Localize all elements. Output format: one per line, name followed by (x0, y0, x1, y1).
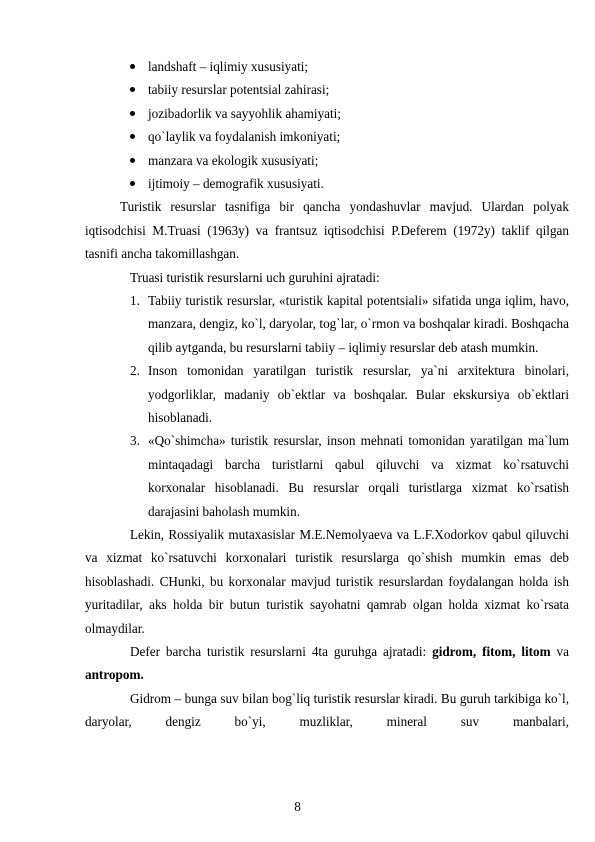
list-item (85, 149, 569, 172)
paragraph-lekin: Lekin, Rossiyalik mutaxasislar M.E.Nemolyaeva va L.F.Xodorkov qabul qiluvchi va xizmat ko`rsatuvchi korxonalari turistik resurslarga qo`shish mumkin emas deb hisoblashadi. CHunki, bu korxonalar mavjud turistik resurslardan foydalangan holda ish yuritadilar, aks holda bir butun turistik sayohatni qamrab olgan holda xizmat ko`rsata olmaydilar. (85, 527, 569, 636)
list-item (85, 172, 569, 195)
document-page (85, 55, 569, 734)
list-item-text: landshaft – iqlimiy xususiyati; (148, 59, 309, 74)
item-number: 3. (130, 433, 140, 449)
truasi-groups-list (85, 289, 569, 523)
bullet-icon (130, 158, 135, 163)
page-number: 8 (294, 799, 301, 814)
numbered-item (85, 289, 569, 359)
defer-bold-antropom: antropom. (85, 667, 144, 683)
characteristics-list (85, 55, 569, 195)
paragraph-truasi: Truasi turistik resurslarni uch guruhini ajratadi: (130, 269, 380, 285)
bullet-icon (130, 134, 135, 139)
item-text: «Qo`shimcha» turistik resurslar, inson mehnati tomonidan yaratilgan ma`lum mintaqadagi barcha turistlarni qabul qiluvchi va xizmat ko`rsatuvchi korxonalar hisoblanadi. Bu resurslar orqali turistlarga xizmat ko`rsatish darajasini baholash mumkin. (148, 433, 569, 519)
defer-bold-groups: gidrom, fitom, litom (432, 644, 551, 660)
bullet-icon (130, 87, 135, 92)
item-number: 1. (130, 292, 140, 308)
paragraph-defer (85, 640, 569, 687)
list-item (85, 78, 569, 101)
paragraph-gidrom: Gidrom – bunga suv bilan bog`liq turistik resurslar kiradi. Bu guruh tarkibiga ko`l, daryolar, dengiz bo`yi, muzliklar, mineral suv manbalari, (85, 690, 569, 730)
defer-text: Defer barcha turistik resurslarni 4ta guruhga ajratadi: (130, 644, 433, 660)
paragraph-classification: Turistik resurslar tasnifiga bir qancha yondashuvlar mavjud. Ulardan polyak iqtisodchisi M.Truasi (1963y) va frantsuz iqtisodchisi P.Deferem (1972y) taklif qilgan tasnifi ancha takomillashgan. (85, 199, 569, 262)
bullet-icon (130, 181, 135, 186)
list-item-text: jozibadorlik va sayyohlik ahamiyati; (148, 105, 342, 121)
numbered-item (85, 359, 569, 429)
list-item-text: tabiiy resurslar potentsial zahirasi; (148, 82, 330, 98)
list-item (85, 125, 569, 148)
item-text: Tabiiy turistik resurslar, «turistik kapital potentsiali» sifatida unga iqlim, havo, manzara, dengiz, ko`l, daryolar, tog`lar, o`rmon va boshqalar kiradi. Boshqacha qilib aytganda, bu resurslarni tabiiy – iqlimiy resurslar deb atash mumkin. (148, 292, 569, 355)
bullet-icon (130, 111, 135, 116)
list-item (85, 102, 569, 125)
list-item (85, 55, 569, 78)
bullet-icon (130, 64, 135, 69)
item-text: Inson tomonidan yaratilgan turistik resurslar, ya`ni arxitektura binolari, yodgorliklar, madaniy ob`ektlar va boshqalar. Bular ekskursiya ob`ektlari hisoblanadi. (148, 363, 569, 425)
list-item-text: ijtimoiy – demografik xususiyati. (148, 175, 324, 191)
item-number: 2. (130, 363, 140, 379)
defer-connector: va (550, 644, 569, 660)
list-item-text: manzara va ekologik xususiyati; (148, 152, 319, 168)
list-item-text: qo`laylik va foydalanish imkoniyati; (148, 129, 341, 145)
numbered-item (85, 429, 569, 523)
